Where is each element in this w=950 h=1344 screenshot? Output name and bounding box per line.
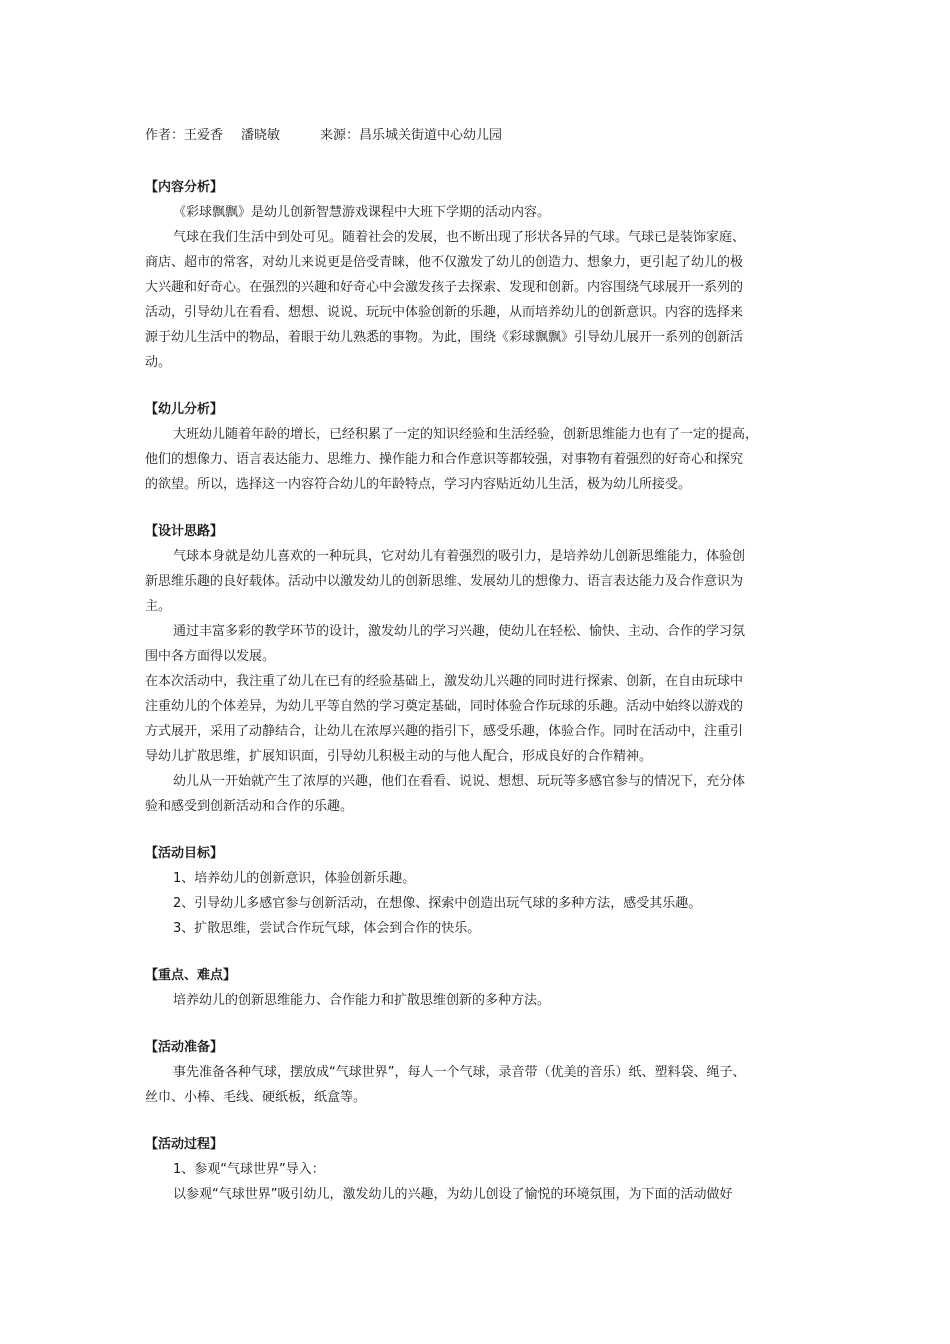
paragraph-line: 以参观“气球世界”吸引幼儿，激发幼儿的兴趣，为幼儿创设了愉悦的环境氛围，为下面的活动做好 xyxy=(173,1187,733,1202)
paragraph-line: 新思维乐趣的良好载体。活动中以激发幼儿的创新思维、发展幼儿的想像力、语言表达能力及合作意识为 xyxy=(145,574,744,589)
list-item: 2、引导幼儿多感官参与创新活动，在想像、探索中创造出玩气球的多种方法，感受其乐趣。 xyxy=(173,896,702,911)
paragraph-line: 动。 xyxy=(145,355,172,370)
paragraph-line: 事先准备各种气球，摆放成“气球世界”，每人一个气球，录音带（优美的音乐）纸、塑料袋、绳子、 xyxy=(173,1065,746,1080)
paragraph-line: 方式展开，采用了动静结合，让幼儿在浓厚兴趣的指引下，感受乐趣，体验合作。同时在活动中，注重引 xyxy=(145,724,744,739)
paragraph-line: 主。 xyxy=(145,599,172,614)
paragraph-line: 围中各方面得以发展。 xyxy=(145,649,276,664)
heading-process: 【活动过程】 xyxy=(145,1137,224,1152)
paragraph-line: 幼儿从一开始就产生了浓厚的兴趣，他们在看看、说说、想想、玩玩等多感官参与的情况下，充分体 xyxy=(173,774,746,789)
heading-goals: 【活动目标】 xyxy=(145,846,224,861)
heading-content-analysis: 【内容分析】 xyxy=(145,180,224,195)
paragraph-line: 导幼儿扩散思维，扩展知识面，引导幼儿积极主动的与他人配合，形成良好的合作精神。 xyxy=(145,749,653,764)
paragraph-line: 验和感受到创新活动和合作的乐趣。 xyxy=(145,799,354,814)
author-name-1: 王爱香 xyxy=(184,128,224,143)
paragraph-line: 丝巾、小棒、毛线、硬纸板，纸盒等。 xyxy=(145,1090,367,1105)
heading-design: 【设计思路】 xyxy=(145,524,224,539)
paragraph-line: 大班幼儿随着年龄的增长，已经积累了一定的知识经验和生活经验，创新思维能力也有了一定的提高， xyxy=(173,427,759,442)
heading-preparation: 【活动准备】 xyxy=(145,1040,224,1055)
paragraph-line: 气球本身就是幼儿喜欢的一种玩具，它对幼儿有着强烈的吸引力，是培养幼儿创新思维能力，体验创 xyxy=(173,549,746,564)
paragraph-line: 《彩球飘飘》是幼儿创新智慧游戏课程中大班下学期的活动内容。 xyxy=(173,205,551,220)
paragraph-line: 源于幼儿生活中的物品，着眼于幼儿熟悉的事物。为此，围绕《彩球飘飘》引导幼儿展开一系列的创新活 xyxy=(145,330,744,345)
paragraph-line: 在本次活动中，我注重了幼儿在已有的经验基础上，激发幼儿兴趣的同时进行探索、创新，在自由玩球中 xyxy=(145,674,744,689)
paragraph-line: 注重幼儿的个体差异，为幼儿平等自然的学习奠定基础，同时体验合作玩球的乐趣。活动中始终以游戏的 xyxy=(145,699,744,714)
paragraph-line: 他们的想像力、语言表达能力、思维力、操作能力和合作意识等都较强，对事物有着强烈的好奇心和探究 xyxy=(145,452,744,467)
paragraph-line: 大兴趣和好奇心。在强烈的兴趣和好奇心中会激发孩子去探索、发现和创新。内容围绕气球展开一系列的 xyxy=(145,280,744,295)
byline xyxy=(145,128,502,144)
paragraph-line: 通过丰富多彩的教学环节的设计，激发幼儿的学习兴趣，使幼儿在轻松、愉快、主动、合作的学习氛 xyxy=(173,624,746,639)
paragraph-line: 活动，引导幼儿在看看、想想、说说、玩玩中体验创新的乐趣，从而培养幼儿的创新意识。内容的选择来 xyxy=(145,305,744,320)
heading-key-points: 【重点、难点】 xyxy=(145,968,237,983)
list-item: 1、培养幼儿的创新意识，体验创新乐趣。 xyxy=(173,871,416,886)
author-name-2: 潘晓敏 xyxy=(241,128,281,143)
author-label: 作者： xyxy=(145,128,185,143)
paragraph-line: 商店、超市的常客，对幼儿来说更是倍受青睐，他不仅激发了幼儿的创造力、想象力，更引起了幼儿的极 xyxy=(145,255,744,270)
heading-child-analysis: 【幼儿分析】 xyxy=(145,402,224,417)
paragraph-line: 气球在我们生活中到处可见。随着社会的发展，也不断出现了形状各异的气球。气球已是装饰家庭、 xyxy=(173,230,746,245)
source-text: 来源：昌乐城关街道中心幼儿园 xyxy=(320,128,503,143)
paragraph-line: 的欲望。所以，选择这一内容符合幼儿的年龄特点，学习内容贴近幼儿生活，极为幼儿所接受。 xyxy=(145,477,692,492)
list-item: 1、参观“气球世界”导入： xyxy=(173,1162,325,1177)
list-item: 3、扩散思维，尝试合作玩气球，体会到合作的快乐。 xyxy=(173,921,481,936)
paragraph-line: 培养幼儿的创新思维能力、合作能力和扩散思维创新的多种方法。 xyxy=(173,993,551,1008)
